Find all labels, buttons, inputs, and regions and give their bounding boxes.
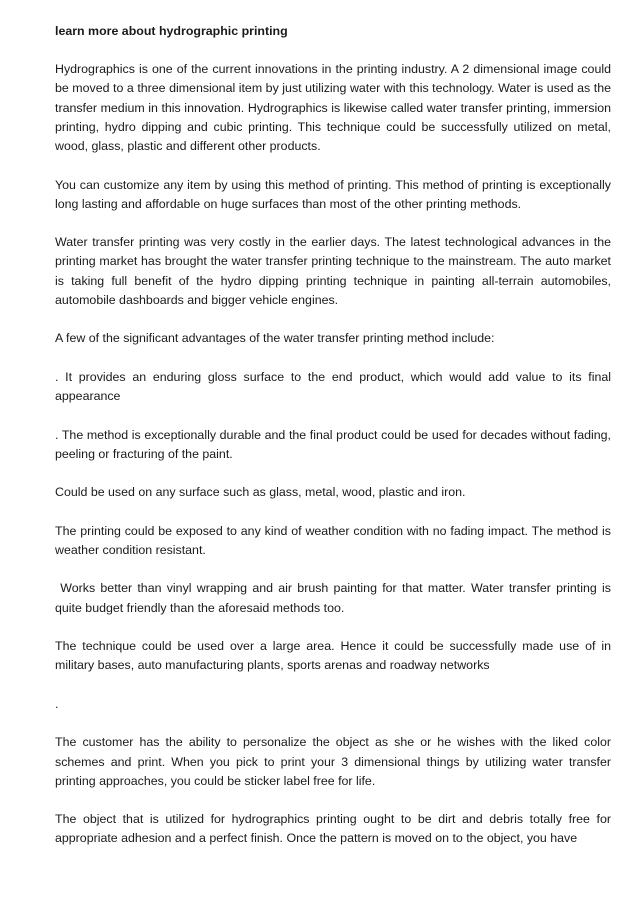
- paragraph-intro: Hydrographics is one of the current innovations in the printing industry. A 2 dimensional image could be moved to a three dimensional item by just utilizing water with this technology. Water is used as the transfer medium in this innovation. Hydrographics is likewise called water transfer printing, immersion printing, hydro dipping and cubic printing. This technique could be successfully utilized on metal, wood, glass, plastic and different other products.: [55, 62, 611, 154]
- paragraph-advantage-durable: . The method is exceptionally durable and the final product could be used for decades without fading, peeling or fracturing of the paint.: [55, 427, 611, 461]
- paragraph-advantages-intro: A few of the significant advantages of the water transfer printing method include:: [55, 331, 495, 346]
- paragraph-advantage-budget: Works better than vinyl wrapping and air brush painting for that matter. Water transfer printing is quite budget friendly than the aforesaid methods too.: [55, 581, 615, 615]
- paragraph-personalize: The customer has the ability to personalize the object as she or he wishes with the liked color schemes and print. When you pick to print your 3 dimensional things by utilizing water transfer printing approaches, you could be sticker label free for life.: [55, 735, 611, 788]
- paragraph-advantage-area: The technique could be used over a large area. Hence it could be successfully made use of in military bases, auto manufacturing plants, sports arenas and roadway networks: [55, 639, 611, 673]
- paragraph-advantage-gloss: . It provides an enduring gloss surface to the end product, which would add value to its final appearance: [55, 369, 611, 404]
- document-page: [55, 22, 615, 868]
- document-heading: learn more about hydrographic printing: [55, 24, 288, 38]
- paragraph-customize: You can customize any item by using this method of printing. This method of printing is exceptionally long lasting and affordable on huge surfaces than most of the other printing methods.: [55, 177, 611, 211]
- paragraph-advantage-surface: Could be used on any surface such as glass, metal, wood, plastic and iron.: [55, 485, 466, 500]
- paragraph-preparation: The object that is utilized for hydrographics printing ought to be dirt and debris totally free for appropriate adhesion and a perfect finish. Once the pattern is moved on to the object, you have: [55, 812, 611, 846]
- paragraph-dot: .: [55, 696, 59, 711]
- paragraph-history: Water transfer printing was very costly in the earlier days. The latest technological advances in the printing market has brought the water transfer printing technique to the mainstream. The auto market is taking full benefit of the hydro dipping printing technique in painting all-terrain automobiles, automobile dashboards and bigger vehicle engines.: [55, 235, 611, 307]
- paragraph-advantage-weather: The printing could be exposed to any kind of weather condition with no fading impact. The method is weather condition resistant.: [55, 523, 611, 557]
